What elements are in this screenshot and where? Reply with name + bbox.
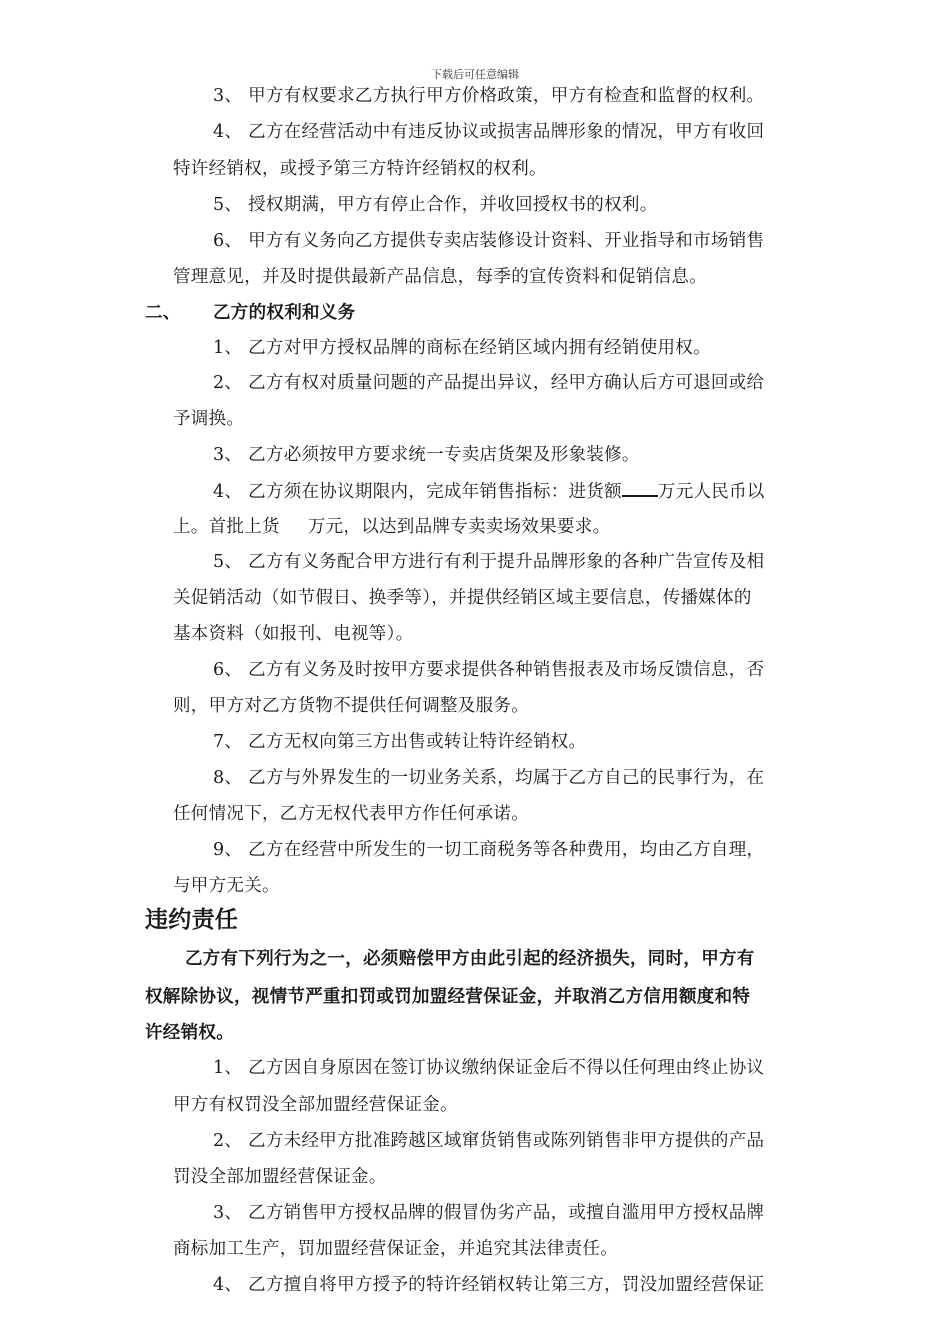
clause-a4-cont: 特许经销权，或授予第三方特许经销权的权利。 — [173, 159, 547, 179]
clause-c3-cont: 商标加工生产，罚加盟经营保证金，并追究其法律责任。 — [173, 1239, 618, 1259]
clause-b2-cont: 予调换。 — [173, 409, 245, 429]
clause-c3: 3、 乙方销售甲方授权品牌的假冒伪劣产品，或擅自滥用甲方授权品牌 — [213, 1203, 765, 1223]
clause-a5: 5、 授权期满，甲方有停止合作，并收回授权书的权利。 — [213, 195, 658, 215]
clause-b4-text-b: 万元人民币以 — [657, 482, 765, 502]
clause-b4-cont-a: 上。首批上货 — [173, 517, 280, 537]
clause-a6-cont: 管理意见，并及时提供最新产品信息，每季的宣传资料和促销信息。 — [173, 267, 707, 287]
clause-a3: 3、 甲方有权要求乙方执行甲方价格政策，甲方有检查和监督的权利。 — [213, 86, 765, 106]
clause-b4-cont — [173, 515, 610, 539]
clause-b6: 6、 乙方有义务及时按甲方要求提供各种销售报表及市场反馈信息，否 — [213, 660, 765, 680]
liability-intro-2: 权解除协议，视情节严重扣罚或罚加盟经营保证金，并取消乙方信用额度和特 — [145, 987, 751, 1007]
clause-b7: 7、 乙方无权向第三方出售或转让特许经销权。 — [213, 732, 587, 752]
liability-intro-1: 乙方有下列行为之一，必须赔偿甲方由此引起的经济损失，同时，甲方有 — [185, 949, 755, 969]
clause-b9: 9、 乙方在经营中所发生的一切工商税务等各种费用，均由乙方自理， — [213, 840, 765, 860]
clause-b5-cont1: 关促销活动（如节假日、换季等），并提供经销区域主要信息，传播媒体的 — [173, 588, 752, 608]
page-header-note: 下载后可任意编辑 — [431, 68, 519, 81]
clause-b9-cont: 与甲方无关。 — [173, 876, 280, 896]
clause-c2: 2、 乙方未经甲方批准跨越区域窜货销售或陈列销售非甲方提供的产品 — [213, 1131, 765, 1151]
clause-b8: 8、 乙方与外界发生的一切业务关系，均属于乙方自己的民事行为，在 — [213, 768, 765, 788]
clause-b4 — [213, 479, 765, 504]
clause-b1: 1、 乙方对甲方授权品牌的商标在经销区域内拥有经销使用权。 — [213, 338, 711, 358]
clause-b2: 2、 乙方有权对质量问题的产品提出异议，经甲方确认后方可退回或给 — [213, 373, 765, 393]
heading-liability: 违约责任 — [145, 906, 239, 933]
clause-b6-cont: 则，甲方对乙方货物不提供任何调整及服务。 — [173, 696, 529, 716]
section-2-title: 乙方的权利和义务 — [213, 303, 356, 323]
blank-underline — [622, 479, 658, 497]
clause-b3: 3、 乙方必须按甲方要求统一专卖店货架及形象装修。 — [213, 445, 640, 465]
clause-a4: 4、 乙方在经营活动中有违反协议或损害品牌形象的情况，甲方有收回 — [213, 122, 765, 142]
section-2-number: 二、 — [145, 303, 181, 323]
clause-c2-cont: 罚没全部加盟经营保证金。 — [173, 1167, 387, 1187]
clause-b8-cont: 任何情况下，乙方无权代表甲方作任何承诺。 — [173, 804, 529, 824]
clause-b4-cont-b: 万元，以达到品牌专卖卖场效果要求。 — [307, 517, 611, 537]
clause-b5-cont2: 基本资料（如报刊、电视等）。 — [173, 624, 414, 644]
clause-b5: 5、 乙方有义务配合甲方进行有利于提升品牌形象的各种广告宣传及相 — [213, 552, 765, 572]
liability-intro-3: 许经销权。 — [145, 1023, 234, 1043]
clause-c1: 1、 乙方因自身原因在签订协议缴纳保证金后不得以任何理由终止协议 — [213, 1058, 765, 1078]
clause-b4-text-a: 4、 乙方须在协议期限内，完成年销售指标：进货额 — [213, 482, 622, 502]
clause-a6: 6、 甲方有义务向乙方提供专卖店装修设计资料、开业指导和市场销售 — [213, 231, 765, 251]
clause-c1-cont: 甲方有权罚没全部加盟经营保证金。 — [173, 1095, 458, 1115]
clause-c4: 4、 乙方擅自将甲方授予的特许经销权转让第三方，罚没加盟经营保证 — [213, 1275, 765, 1295]
